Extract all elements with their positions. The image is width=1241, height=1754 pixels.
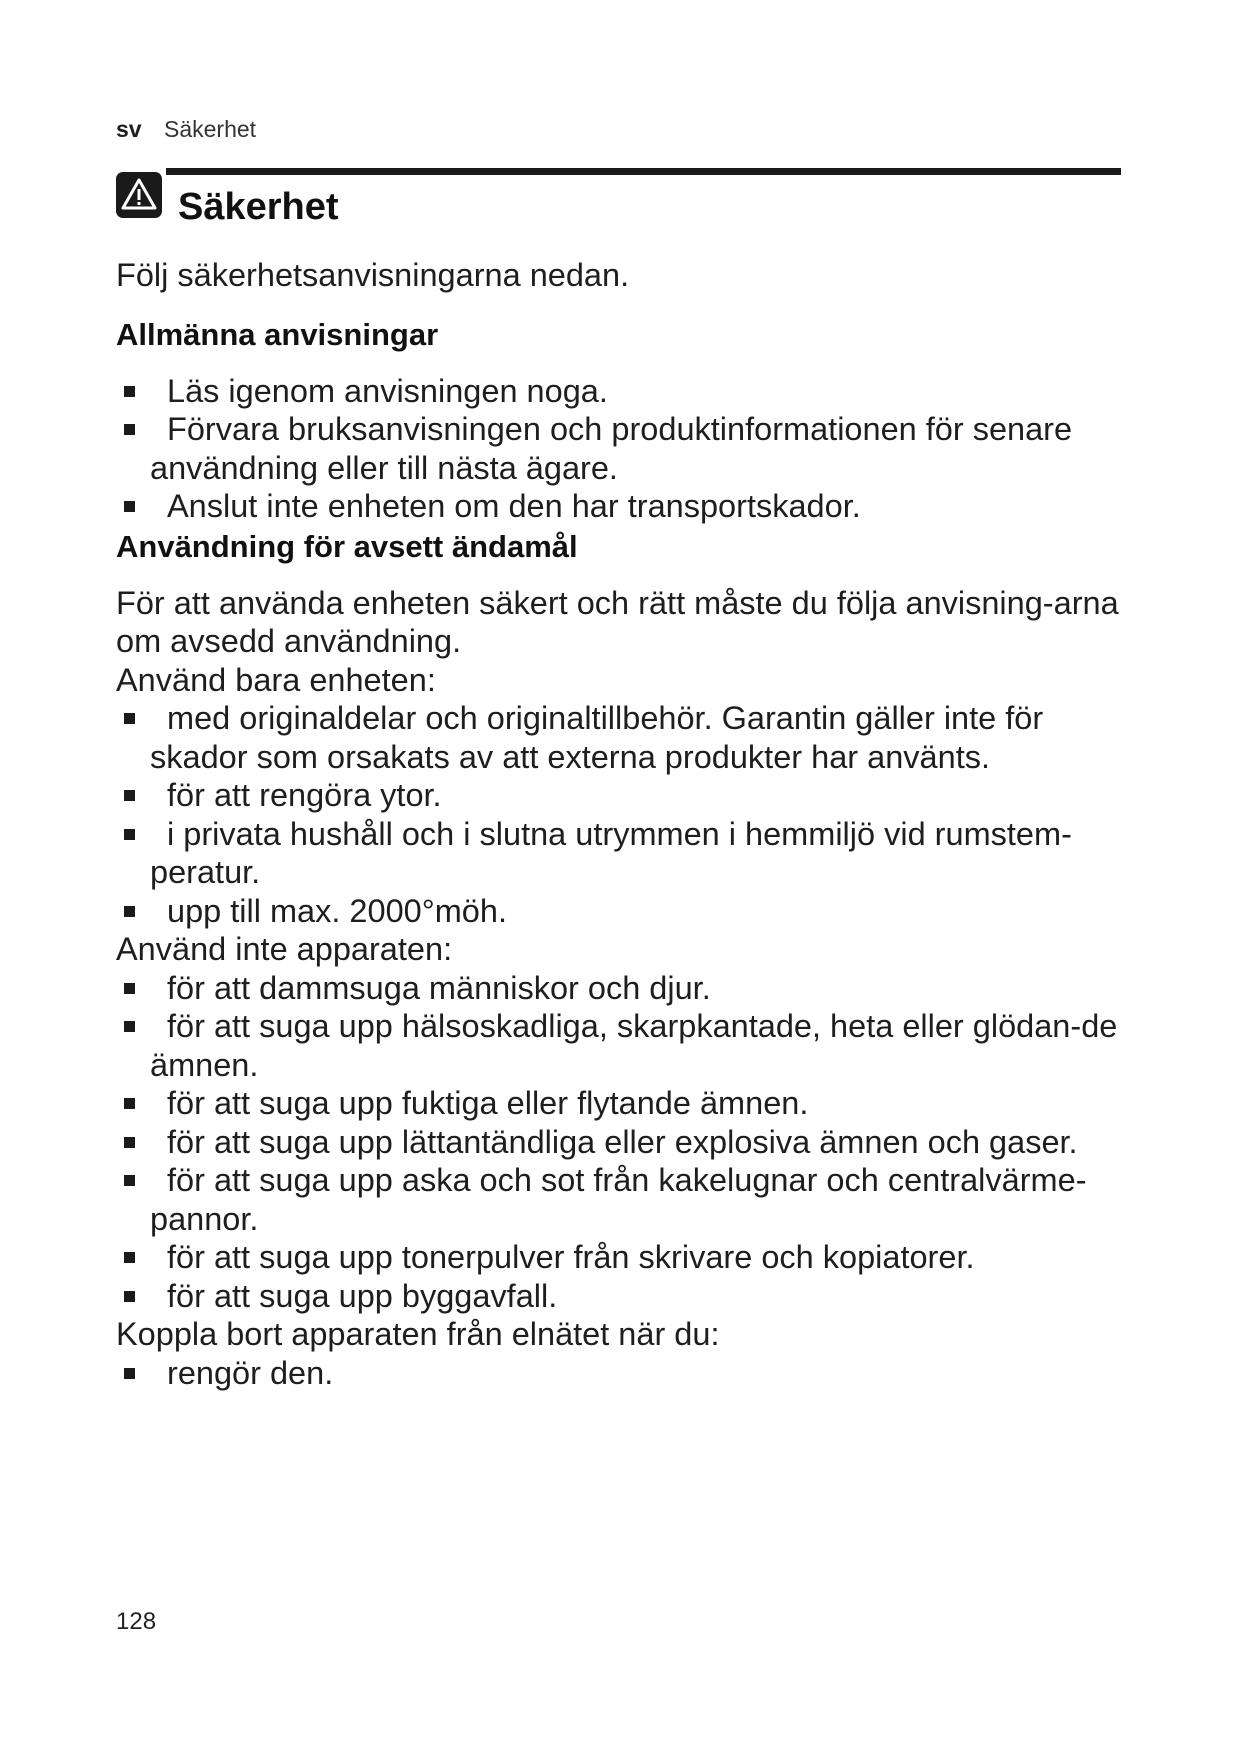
list-item: med originaldelar och originaltillbehör. Garantin gäller inte för skador som orsakats av att externa produkter har använts. <box>116 699 1146 776</box>
do-not-use-label: Använd inte apparaten: <box>116 931 453 967</box>
only-use-list <box>116 699 1146 930</box>
intended-use-paragraph: För att använda enheten säkert och rätt måste du följa anvisning-arna om avsedd användning. <box>116 584 1119 659</box>
list-item: upp till max. 2000°möh. <box>116 892 1146 931</box>
intended-use-heading: Användning för avsett ändamål <box>116 528 578 564</box>
list-item: i privata hushåll och i slutna utrymmen i hemmiljö vid rumstem-peratur. <box>116 815 1146 892</box>
list-item: Förvara bruksanvisningen och produktinformationen för senare användning eller till nästa ägare. <box>116 410 1146 487</box>
language-code: sv <box>116 116 142 142</box>
document-body <box>116 256 1146 1392</box>
title-rule <box>166 168 1121 175</box>
general-heading: Allmänna anvisningar <box>116 316 439 352</box>
list-item: Läs igenom anvisningen noga. <box>116 372 1146 411</box>
list-item: för att suga upp byggavfall. <box>116 1277 1146 1316</box>
page-title: Säkerhet <box>178 186 339 228</box>
intro-text: Följ säkerhetsanvisningarna nedan. <box>116 257 630 293</box>
list-item: för att suga upp aska och sot från kakelugnar och centralvärme-pannor. <box>116 1161 1146 1238</box>
general-list <box>116 372 1146 526</box>
running-header <box>116 116 256 143</box>
running-section-title: Säkerhet <box>163 116 257 142</box>
list-item: för att suga upp fuktiga eller flytande ämnen. <box>116 1084 1146 1123</box>
only-use-label: Använd bara enheten: <box>116 661 436 698</box>
list-item: för att suga upp lättantändliga eller explosiva ämnen och gaser. <box>116 1123 1146 1162</box>
disconnect-list <box>116 1354 1146 1393</box>
list-item: Anslut inte enheten om den har transportskador. <box>116 487 1146 526</box>
page-number: 128 <box>116 1608 157 1635</box>
list-item: för att suga upp tonerpulver från skrivare och kopiatorer. <box>116 1238 1146 1277</box>
warning-icon <box>116 172 162 218</box>
do-not-use-list <box>116 969 1146 1316</box>
list-item: för att rengöra ytor. <box>116 776 1146 815</box>
list-item: rengör den. <box>116 1354 1146 1393</box>
disconnect-label: Koppla bort apparaten från elnätet när du: <box>116 1316 720 1352</box>
list-item: för att dammsuga människor och djur. <box>116 969 1146 1008</box>
list-item: för att suga upp hälsoskadliga, skarpkantade, heta eller glödan-de ämnen. <box>116 1007 1146 1084</box>
